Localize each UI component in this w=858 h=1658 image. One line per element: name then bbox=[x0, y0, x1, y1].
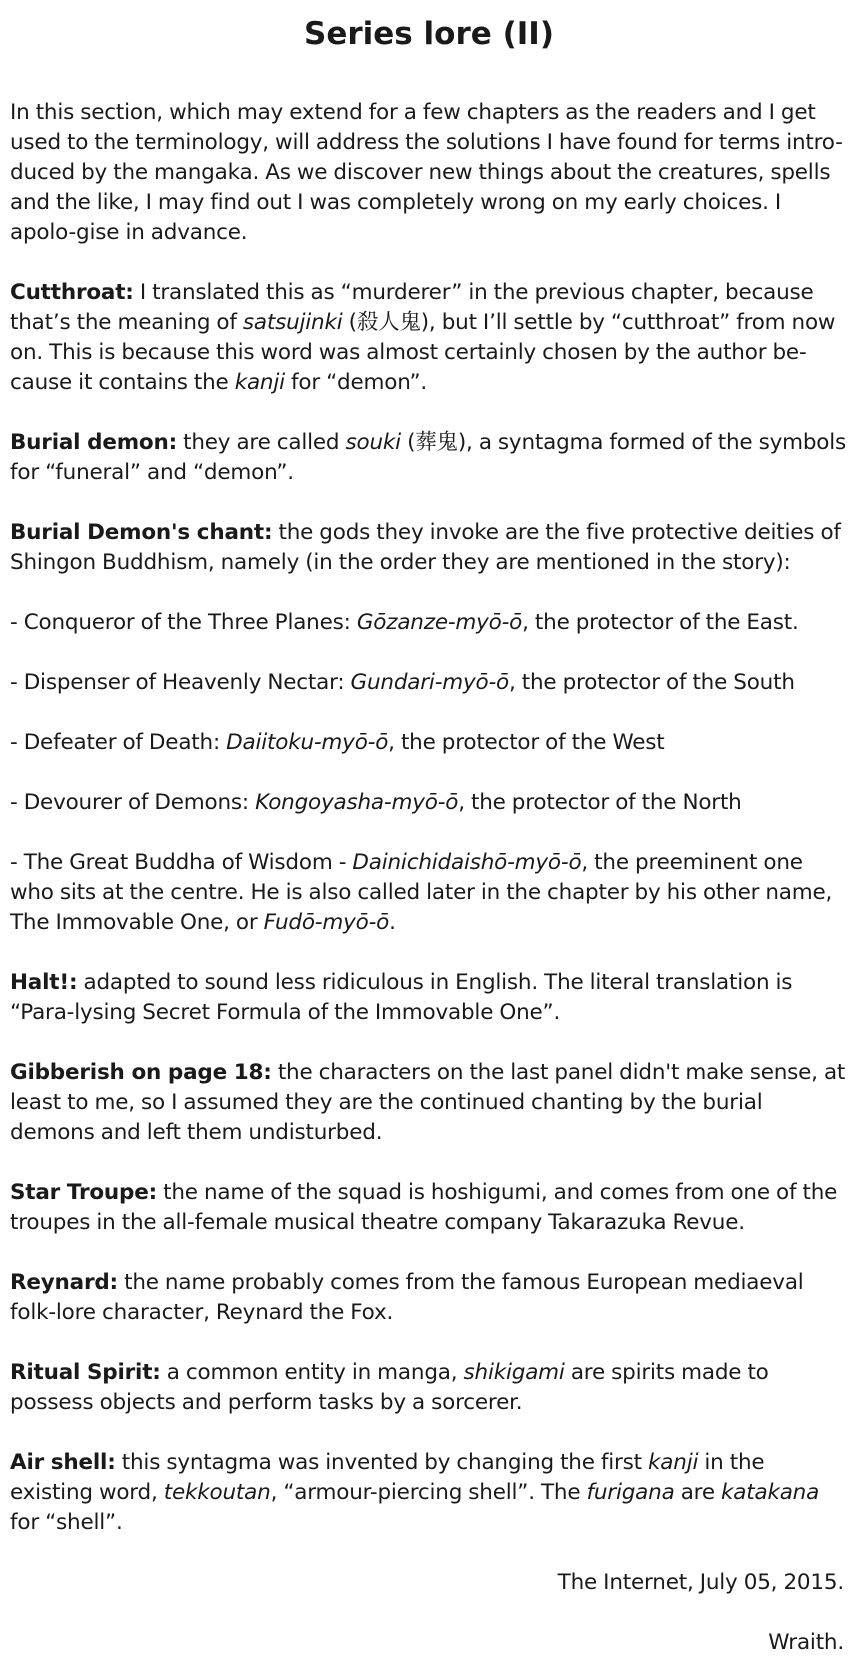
entry-halt: Halt!: adapted to sound less ridiculous in English. The literal translation is “Para-lysing Secret Formula of the Immovable One”. bbox=[10, 970, 793, 1025]
entry-air-shell: Air shell: this syntagma was invented by changing the first kanji in the existing word, tekkoutan, “armour-piercing shell”. The furigana are katakana for “shell”. bbox=[10, 1450, 820, 1535]
entry-cutthroat: Cutthroat: I translated this as “murderer” in the previous chapter, because that’s the meaning of satsujinki (殺人鬼), but I’ll settle by “cutthroat” from now on. This is because this word was almost certainly chosen by the author be-cause it contains the kanji for “demon”. bbox=[10, 280, 836, 395]
entry-term: Halt!: bbox=[10, 970, 78, 995]
entry-burial-demon-chant: Burial Demon's chant: the gods they invoke are the five protective deities of Shingon Buddhism, namely (in the order they are mentioned in the story): bbox=[10, 520, 841, 575]
deity-item-great-buddha: - The Great Buddha of Wisdom - Dainichidaishō-myō-ō, the preeminent one who sits at the centre. He is also called later in the chapter by his other name, The Immovable One, or Fudō-myō-ō. bbox=[10, 850, 833, 935]
deity-item: - Devourer of Demons: Kongoyasha-myō-ō, the protector of the North bbox=[10, 790, 742, 815]
signature-author: Wraith. bbox=[768, 1630, 844, 1655]
entry-ritual-spirit: Ritual Spirit: a common entity in manga, shikigami are spirits made to possess objects and perform tasks by a sorcerer. bbox=[10, 1360, 769, 1415]
page-title: Series lore (II) bbox=[304, 16, 554, 52]
entry-term: Burial Demon's chant: bbox=[10, 520, 273, 545]
intro-paragraph: In this section, which may extend for a few chapters as the readers and I get used to the terminology, will address the solutions I have found for terms intro-duced by the mangaka. As we discover new things about the creatures, spells and the like, I may find out I was completely wrong on my early choices. I apolo-gise in advance. bbox=[10, 100, 843, 245]
entry-burial-demon: Burial demon: they are called souki (葬鬼), a syntagma formed of the symbols for “funeral” and “demon”. bbox=[10, 430, 847, 485]
entry-term: Air shell: bbox=[10, 1450, 116, 1475]
entry-term: Gibberish on page 18: bbox=[10, 1060, 272, 1085]
signature-place-date: The Internet, July 05, 2015. bbox=[557, 1570, 844, 1595]
entry-term: Reynard: bbox=[10, 1270, 118, 1295]
entry-gibberish: Gibberish on page 18: the characters on the last panel didn't make sense, at least to me, so I assumed they are the continued chanting by the burial demons and left them undisturbed. bbox=[10, 1060, 846, 1145]
entry-star-troupe: Star Troupe: the name of the squad is hoshigumi, and comes from one of the troupes in the all-female musical theatre company Takarazuka Revue. bbox=[10, 1180, 838, 1235]
deity-item: - Conqueror of the Three Planes: Gōzanze-myō-ō, the protector of the East. bbox=[10, 610, 799, 635]
deity-item: - Defeater of Death: Daiitoku-myō-ō, the protector of the West bbox=[10, 730, 665, 755]
deity-item: - Dispenser of Heavenly Nectar: Gundari-myō-ō, the protector of the South bbox=[10, 670, 795, 695]
entry-term: Cutthroat: bbox=[10, 280, 134, 305]
signature-block bbox=[10, 1568, 848, 1658]
entry-term: Ritual Spirit: bbox=[10, 1360, 161, 1385]
entry-term: Star Troupe: bbox=[10, 1180, 158, 1205]
entry-term: Burial demon: bbox=[10, 430, 177, 455]
document-body bbox=[10, 98, 848, 1658]
entry-reynard: Reynard: the name probably comes from the famous European mediaeval folk-lore character, Reynard the Fox. bbox=[10, 1270, 804, 1325]
